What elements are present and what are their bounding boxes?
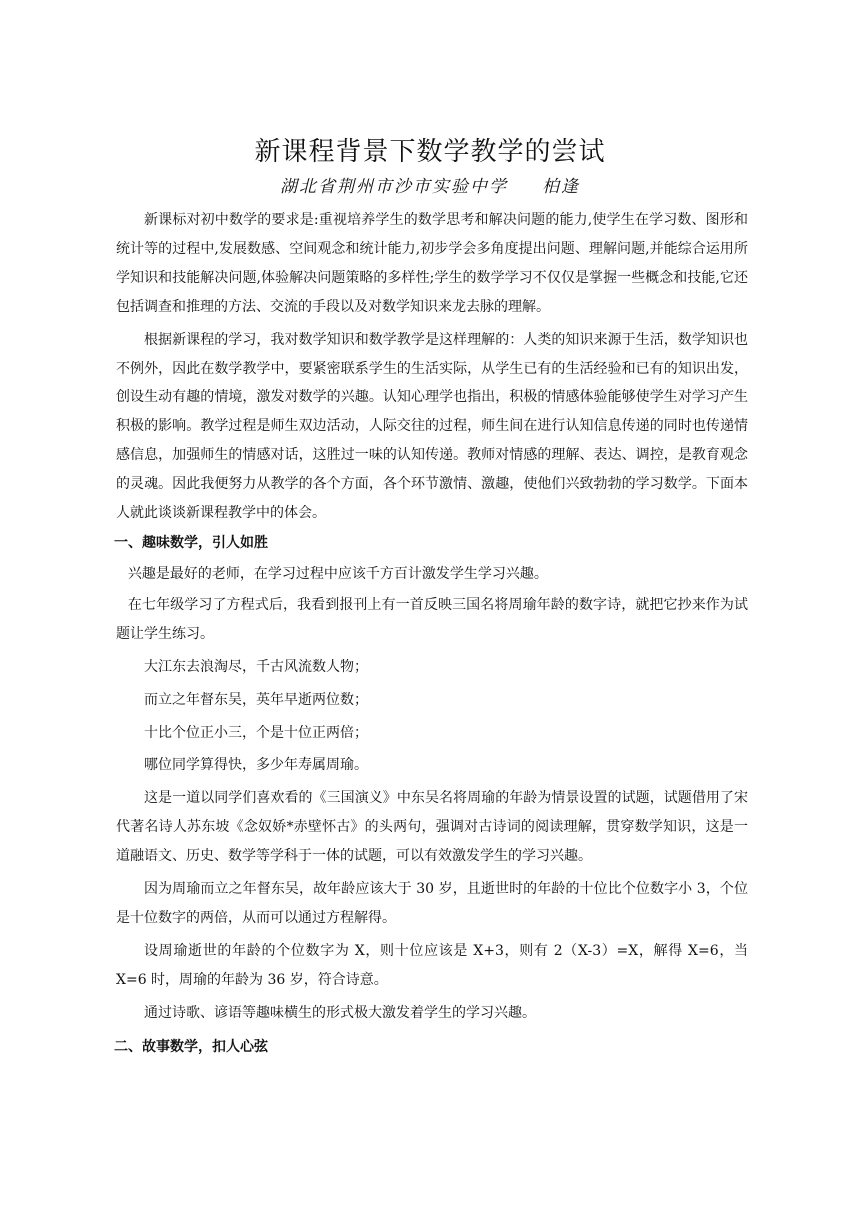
poem-line: 哪位同学算得快，多少年寿属周瑜。: [144, 757, 368, 774]
paragraph: 因为周瑜而立之年督东吴，故年龄应该大于 30 岁，且逝世时的年龄的十位比个位数字小 3，个位是十位数字的两倍，从而可以通过方程解得。: [116, 881, 748, 926]
poem-line: 大江东去浪淘尽，千古风流数人物；: [144, 658, 368, 675]
poem-line: 而立之年督东吴，英年早逝两位数；: [144, 691, 368, 708]
paragraph: 设周瑜逝世的年龄的个位数字为 X，则十位应该是 X+3，则有 2（X-3）=X，解得 X=6，当 X=6 时，周瑜的年龄为 36 岁，符合诗意。: [116, 942, 748, 988]
paragraph: 在七年级学习了方程式后，我看到报刊上有一首反映三国名将周瑜年龄的数字诗，就把它抄来作为试题让学生练习。: [116, 596, 748, 642]
author-organization: 湖北省荆州市沙市实验中学: [280, 177, 508, 197]
section-heading: 二、故事数学，扣人心弦: [114, 1038, 268, 1055]
document-title: 新课程背景下数学教学的尝试: [254, 137, 606, 167]
author-line: [0, 176, 860, 198]
paragraph: 这是一道以同学们喜欢看的《三国演义》中东吴名将周瑜的年龄为情景设置的试题，试题借用了宋代著名诗人苏东坡《念奴娇*赤壁怀古》的头两句，强调对古诗词的阅读理解，贯穿数学知识，这是一道融语文、历史、数学等学科于一体的试题，可以有效激发学生的学习兴趣。: [116, 790, 748, 865]
paragraph: 兴趣是最好的老师，在学习过程中应该千方百计激发学生学习兴趣。: [127, 565, 548, 582]
document-body: [116, 206, 748, 1062]
poem-line: 十比个位正小三，个是十位正两倍；: [144, 724, 368, 741]
section-heading: 一、趣味数学，引人如胜: [114, 534, 268, 551]
paragraph: 根据新课程的学习，我对数学知识和数学教学是这样理解的：人类的知识来源于生活，数学知识也不例外，因此在数学教学中，要紧密联系学生的生活实际，从学生已有的生活经验和已有的知识出发，创设生动有趣的情境，激发对数学的兴趣。认知心理学也指出，积极的情感体验能够使学生对学习产生积极的影响。教学过程是师生双边活动，人际交往的过程，师生间在进行认知信息传递的同时也传递情感信息，加强师生的情感对话，这胜过一味的认知传递。教师对情感的理解、表达、调控，是教育观念的灵魂。因此我便努力从教学的各个方面，各个环节激情、激趣，使他们兴致勃勃的学习数学。下面本人就此谈谈新课程教学中的体会。: [116, 331, 748, 522]
paragraph: 新课标对初中数学的要求是:重视培养学生的数学思考和解决问题的能力,使学生在学习数、图形和统计等的过程中,发展数感、空间观念和统计能力,初步学会多角度提出问题、理解问题,并能综合运用所学知识和技能解决问题,体验解决问题策略的多样性;学生的数学学习不仅仅是掌握一些概念和技能,它还包括调查和推理的方法、交流的手段以及对数学知识来龙去脉的理解。: [116, 212, 748, 315]
author-name: 柏逢: [542, 177, 580, 197]
paragraph: 通过诗歌、谚语等趣味横生的形式极大激发着学生的学习兴趣。: [144, 1004, 536, 1021]
